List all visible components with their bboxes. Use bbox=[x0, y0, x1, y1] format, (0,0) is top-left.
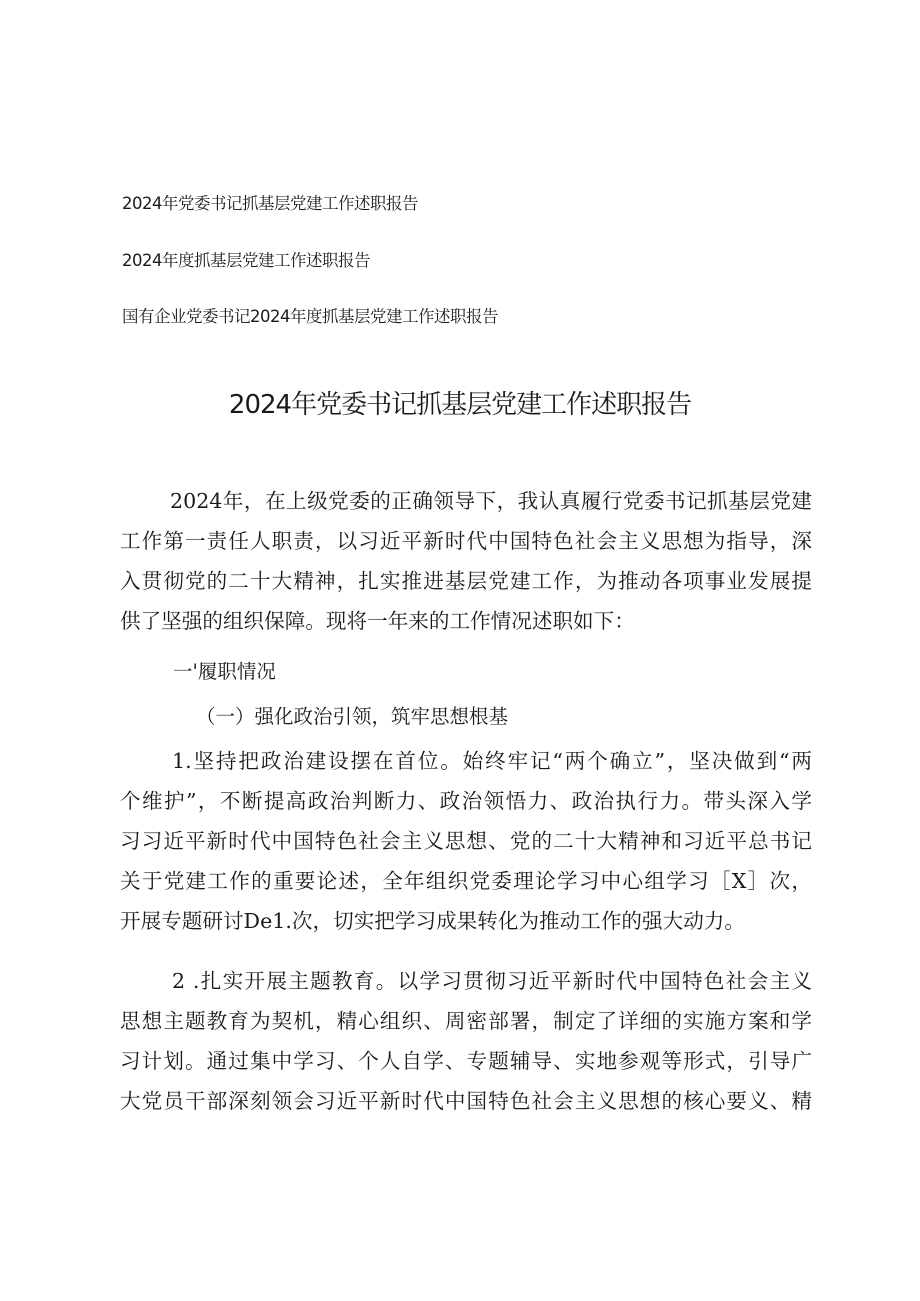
document-title: 2024年党委书记抓基层党建工作述职报告 bbox=[228, 390, 692, 420]
para1-line-2: 个维护”，不断提高政治判断力、政治领悟力、政治执行力。带头深入学 bbox=[120, 789, 812, 813]
para2-line-3: 习计划。通过集中学习、个人自学、专题辅导、实地参观等形式，引导广 bbox=[120, 1049, 812, 1073]
intro-line-2: 工作第一责任人职责，以习近平新时代中国特色社会主义思想为指导，深 bbox=[120, 529, 812, 553]
subsection-heading: （一）强化政治引领，筑牢思想根基 bbox=[196, 705, 509, 728]
toc-item-2: 2024年度抓基层党建工作述职报告 bbox=[122, 251, 370, 270]
para2-line-1: 2 .扎实开展主题教育。以学习贯彻习近平新时代中国特色社会主义 bbox=[172, 969, 812, 993]
toc-item-3: 国有企业党委书记2024年度抓基层党建工作述职报告 bbox=[122, 307, 498, 326]
paragraph-1 bbox=[120, 741, 812, 941]
intro-paragraph bbox=[120, 481, 812, 641]
para1-line-1: 1.坚持把政治建设摆在首位。始终牢记“两个确立”，坚决做到“两 bbox=[172, 749, 812, 773]
para1-line-5: 开展专题研讨De1.次，切实把学习成果转化为推动工作的强大动力。 bbox=[120, 909, 745, 933]
para2-line-2: 思想主题教育为契机，精心组织、周密部署，制定了详细的实施方案和学 bbox=[120, 1009, 812, 1033]
intro-line-1: 2024年，在上级党委的正确领导下，我认真履行党委书记抓基层党建 bbox=[170, 489, 812, 513]
para1-line-4: 关于党建工作的重要论述，全年组织党委理论学习中心组学习［X］次， bbox=[120, 869, 812, 893]
para1-line-3: 习习近平新时代中国特色社会主义思想、党的二十大精神和习近平总书记 bbox=[120, 829, 812, 853]
paragraph-2 bbox=[120, 961, 812, 1121]
intro-line-4: 供了坚强的组织保障。现将一年来的工作情况述职如下： bbox=[120, 609, 635, 633]
toc-item-1: 2024年党委书记抓基层党建工作述职报告 bbox=[122, 194, 418, 213]
intro-line-3: 入贯彻党的二十大精神，扎实推进基层党建工作，为推动各项事业发展提 bbox=[120, 569, 812, 593]
section-heading: 一'履职情况 bbox=[173, 660, 276, 683]
para2-line-4: 大党员干部深刻领会习近平新时代中国特色社会主义思想的核心要义、精 bbox=[120, 1089, 812, 1113]
